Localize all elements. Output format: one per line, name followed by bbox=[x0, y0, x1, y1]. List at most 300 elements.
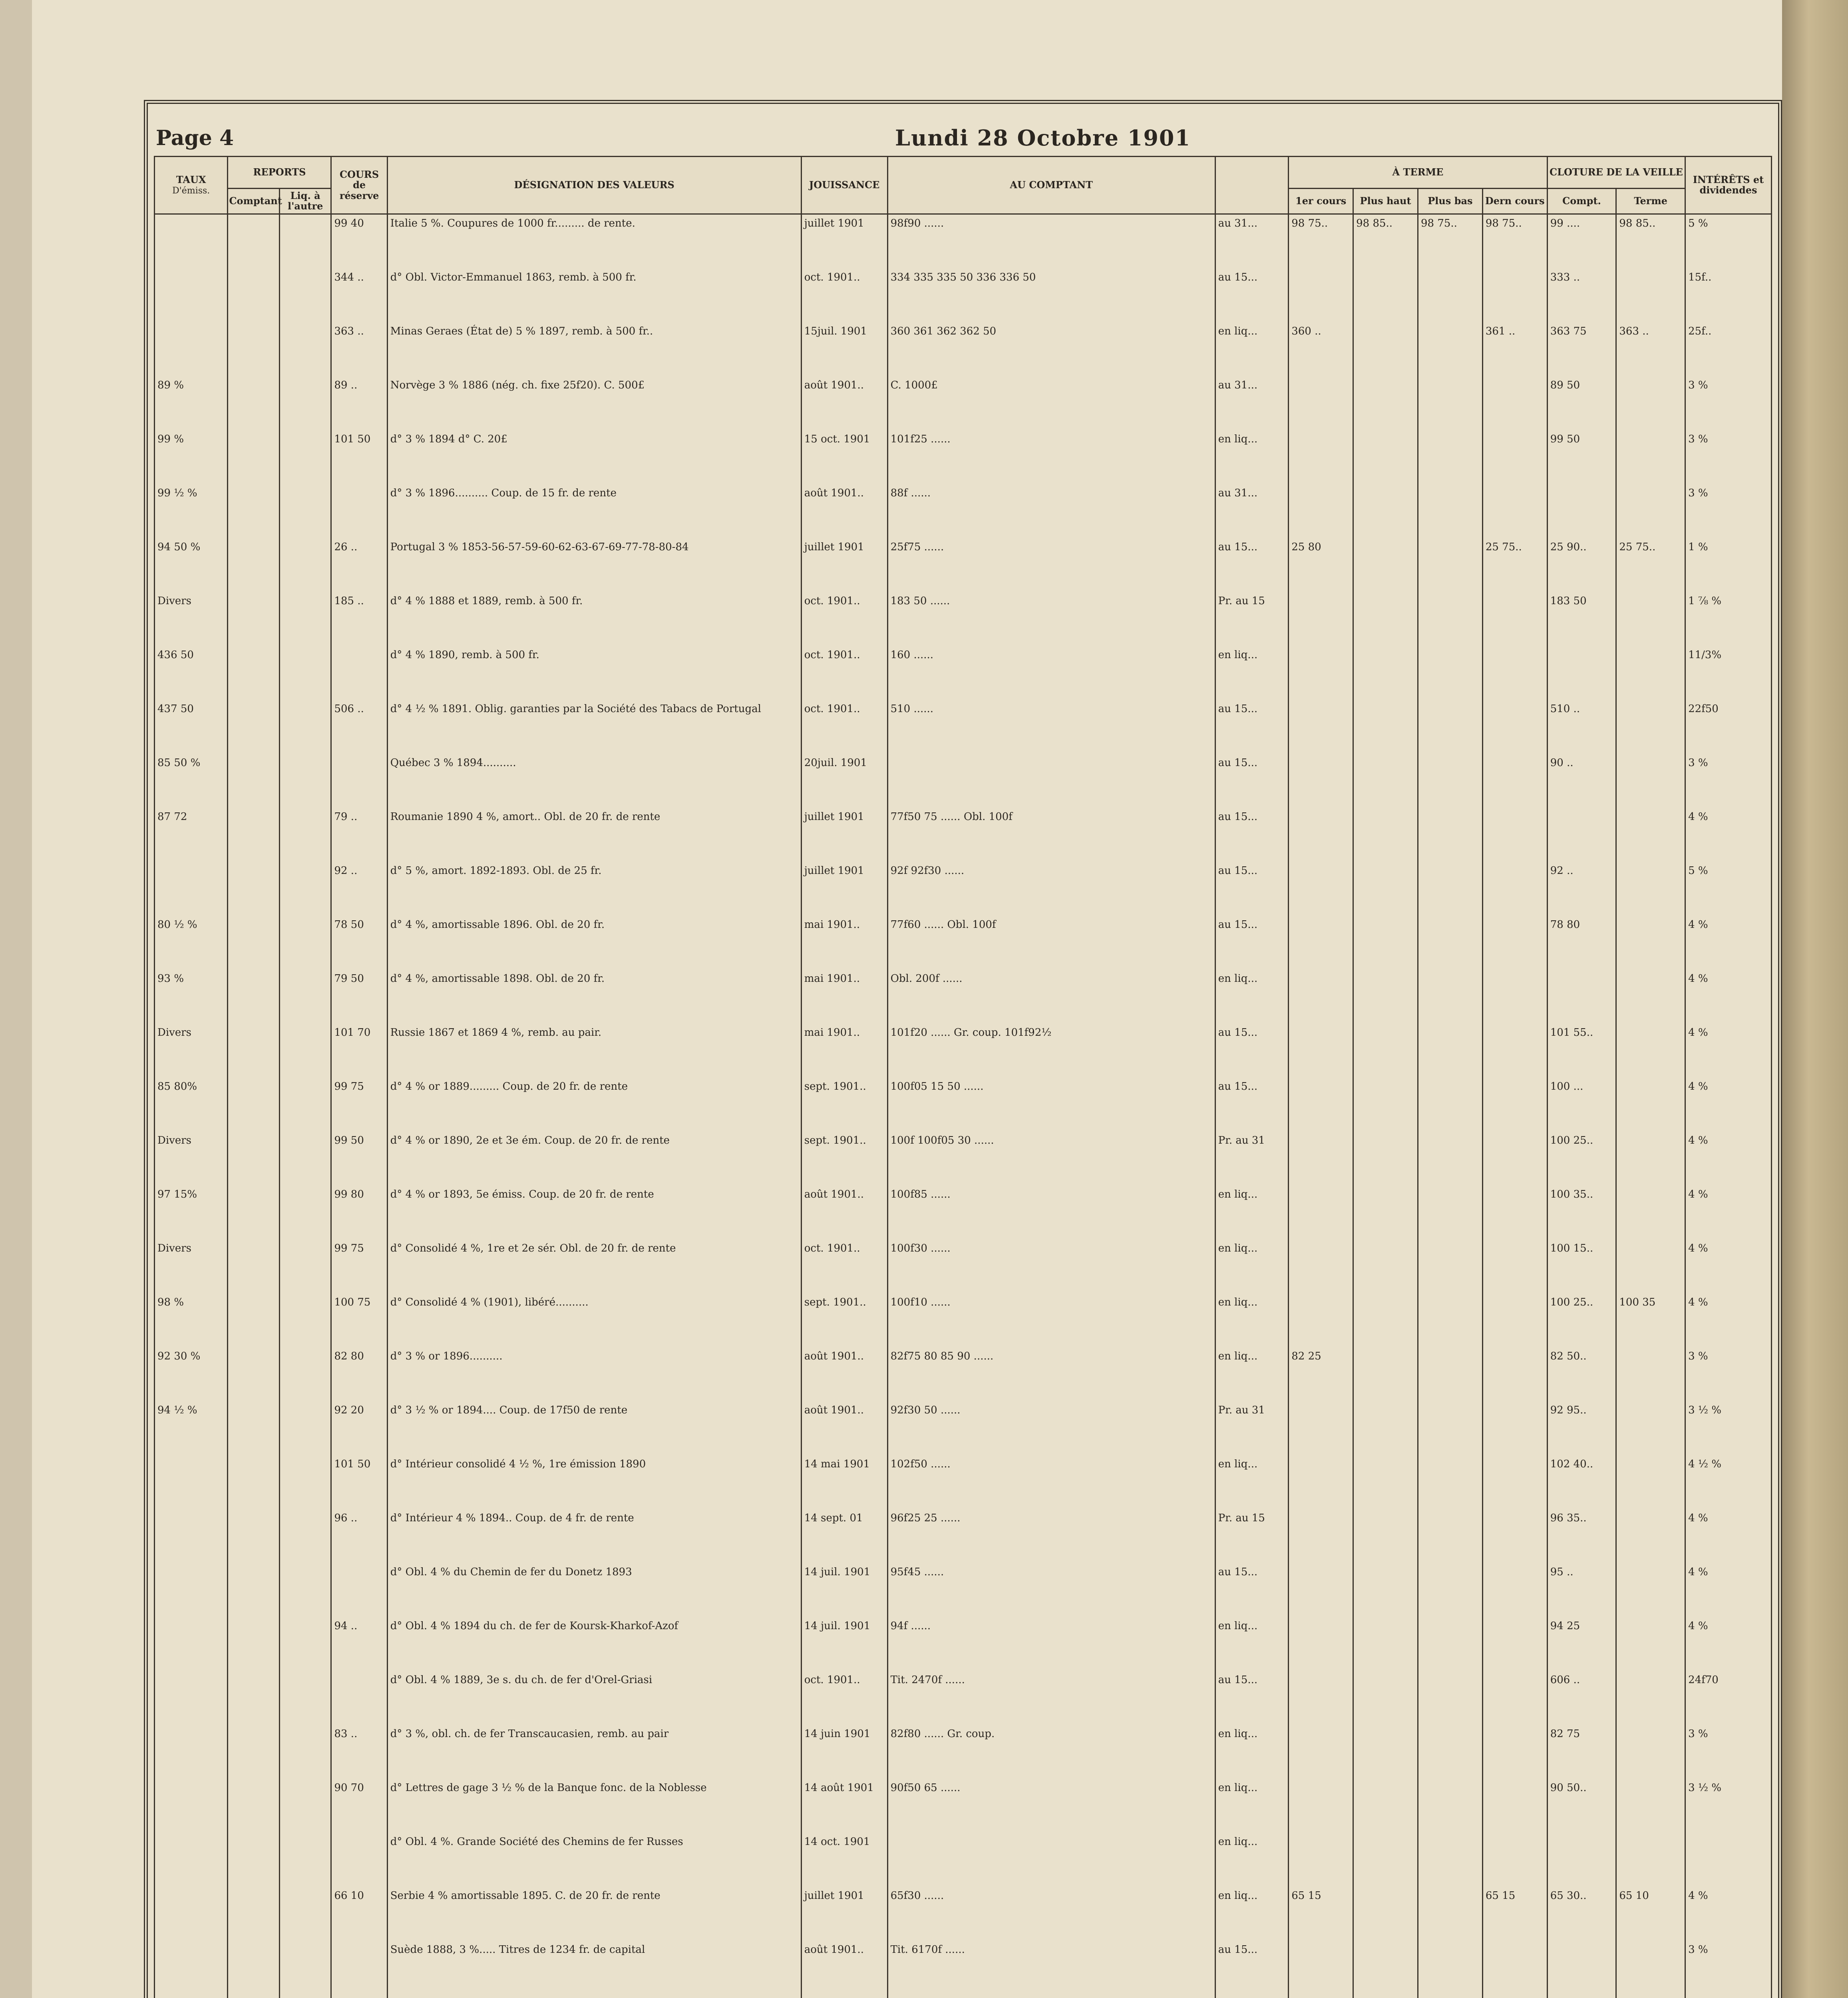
cell-dernier-cours bbox=[1482, 1833, 1547, 1887]
cell-report-liq bbox=[279, 1887, 331, 1941]
cell-report-comptant bbox=[228, 1078, 280, 1132]
cell-report-liq bbox=[279, 484, 331, 538]
cell-cloture-terme bbox=[1616, 1401, 1685, 1455]
table-row bbox=[155, 1401, 1772, 1455]
page-number: Page 4 bbox=[156, 125, 234, 150]
cell-plus-haut bbox=[1353, 808, 1418, 862]
cell-taux: 92 30 % bbox=[155, 1347, 228, 1401]
cell-au-comptant: Tit. 2470f ...... bbox=[887, 1671, 1215, 1725]
cell-jouissance: août 1901.. bbox=[801, 376, 887, 430]
cell-plus-bas bbox=[1418, 430, 1482, 484]
col-plus-haut: Plus haut bbox=[1353, 189, 1418, 214]
cell-interets: 5 % bbox=[1685, 214, 1772, 269]
cell-plus-haut bbox=[1353, 754, 1418, 808]
cell-jouissance: mai 1901.. bbox=[801, 970, 887, 1024]
cell-cloture-terme bbox=[1616, 1617, 1685, 1671]
cell-report-liq bbox=[279, 592, 331, 646]
cell-cloture-terme bbox=[1616, 862, 1685, 916]
cell-taux: 93 % bbox=[155, 970, 228, 1024]
cell-report-comptant bbox=[228, 970, 280, 1024]
cell-dernier-cours bbox=[1482, 1941, 1547, 1995]
cell-taux: 437 50 bbox=[155, 700, 228, 754]
cell-interets: 3 ½ % bbox=[1685, 1779, 1772, 1833]
cell-au-comptant: 82f75 80 85 90 ...... bbox=[887, 1347, 1215, 1401]
cell-cloture-terme bbox=[1616, 916, 1685, 970]
cell-cloture-terme bbox=[1616, 1240, 1685, 1294]
cell-jouissance bbox=[801, 1995, 887, 1998]
cell-jouissance: mai 1901.. bbox=[801, 916, 887, 970]
cell-dernier-cours bbox=[1482, 1563, 1547, 1617]
cell-designation: Québec 3 % 1894.......... bbox=[387, 754, 801, 808]
cell-premier-cours bbox=[1289, 1833, 1353, 1887]
cell-jouissance: 14 août 1901 bbox=[801, 1779, 887, 1833]
cell-report-liq bbox=[279, 214, 331, 269]
cell-cloture-compt: 333 .. bbox=[1547, 269, 1616, 322]
cell-cloture-compt: 100 35.. bbox=[1547, 1186, 1616, 1240]
cell-cours-reserve bbox=[331, 1671, 387, 1725]
cell-dernier-cours bbox=[1482, 1024, 1547, 1078]
cell-report-liq bbox=[279, 1779, 331, 1833]
cell-premier-cours: 360 .. bbox=[1289, 322, 1353, 376]
cell-report-comptant bbox=[228, 1509, 280, 1563]
cell-report-comptant bbox=[228, 808, 280, 862]
cell-cloture-compt: 100 25.. bbox=[1547, 1132, 1616, 1186]
cell-plus-bas bbox=[1418, 1347, 1482, 1401]
table-row bbox=[155, 1509, 1772, 1563]
cell-plus-haut bbox=[1353, 1024, 1418, 1078]
cell-report-comptant bbox=[228, 700, 280, 754]
cell-plus-bas bbox=[1418, 862, 1482, 916]
cell-interets: 4 % bbox=[1685, 1509, 1772, 1563]
cell-premier-cours bbox=[1289, 376, 1353, 430]
cell-designation: Italie 5 %. Coupures de 1000 fr......... de rente. bbox=[387, 214, 801, 269]
cell-dernier-cours bbox=[1482, 700, 1547, 754]
table-row bbox=[155, 646, 1772, 700]
cell-designation: d° Obl. Victor-Emmanuel 1863, remb. à 500 fr. bbox=[387, 269, 801, 322]
cell-plus-bas bbox=[1418, 269, 1482, 322]
cell-report-comptant bbox=[228, 538, 280, 592]
cell-premier-cours bbox=[1289, 970, 1353, 1024]
cell-plus-haut bbox=[1353, 1078, 1418, 1132]
cell-designation: d° 3 ½ % or 1894.... Coup. de 17f50 de rente bbox=[387, 1401, 801, 1455]
cell-jouissance: sept. 1901.. bbox=[801, 1294, 887, 1347]
cell-plus-bas bbox=[1418, 1186, 1482, 1240]
cell-au-comptant: 100f10 ...... bbox=[887, 1294, 1215, 1347]
col-interets: INTÉRÊTS et dividendes bbox=[1685, 157, 1772, 214]
cell-cloture-terme bbox=[1616, 700, 1685, 754]
cell-plus-haut bbox=[1353, 1833, 1418, 1887]
cell-report-comptant bbox=[228, 1347, 280, 1401]
cell-report-liq bbox=[279, 970, 331, 1024]
cell-cloture-compt: 606 .. bbox=[1547, 1671, 1616, 1725]
cell-report-comptant bbox=[228, 322, 280, 376]
cell-terme-type: Pr. au 31 bbox=[1215, 1401, 1288, 1455]
cell-report-comptant bbox=[228, 1833, 280, 1887]
cell-au-comptant: 101f20 ...... Gr. coup. 101f92½ bbox=[887, 1024, 1215, 1078]
cell-report-comptant bbox=[228, 646, 280, 700]
cell-premier-cours bbox=[1289, 1941, 1353, 1995]
cell-report-comptant bbox=[228, 1887, 280, 1941]
cell-dernier-cours bbox=[1482, 916, 1547, 970]
cell-cloture-terme bbox=[1616, 592, 1685, 646]
cell-jouissance: août 1901.. bbox=[801, 1941, 887, 1995]
cell-interets: 4 % bbox=[1685, 916, 1772, 970]
cell-report-liq bbox=[279, 1024, 331, 1078]
cell-interets: 4 % bbox=[1685, 1132, 1772, 1186]
cell-taux: 85 50 % bbox=[155, 754, 228, 808]
cell-dernier-cours bbox=[1482, 862, 1547, 916]
cell-cloture-terme bbox=[1616, 1186, 1685, 1240]
cell-jouissance: juillet 1901 bbox=[801, 862, 887, 916]
cell-plus-bas bbox=[1418, 646, 1482, 700]
cell-terme-type: au 31... bbox=[1215, 376, 1288, 430]
cell-taux bbox=[155, 1887, 228, 1941]
col-au-comptant: AU COMPTANT bbox=[887, 157, 1215, 214]
cell-premier-cours: 25 80 bbox=[1289, 538, 1353, 592]
cell-premier-cours bbox=[1289, 1294, 1353, 1347]
cell-report-liq bbox=[279, 646, 331, 700]
cell-dernier-cours: 98 75.. bbox=[1482, 214, 1547, 269]
table-row bbox=[155, 1941, 1772, 1995]
cell-plus-bas bbox=[1418, 808, 1482, 862]
cell-dernier-cours bbox=[1482, 754, 1547, 808]
cell-cours-reserve bbox=[331, 1941, 387, 1995]
col-compt: Compt. bbox=[1547, 189, 1616, 214]
cell-interets: 3 % bbox=[1685, 1347, 1772, 1401]
cell-taux: 94 50 % bbox=[155, 538, 228, 592]
cell-dernier-cours bbox=[1482, 269, 1547, 322]
cell-cours-reserve: 92 20 bbox=[331, 1401, 387, 1455]
cell-dernier-cours bbox=[1482, 1347, 1547, 1401]
cell-au-comptant: 96f25 25 ...... bbox=[887, 1509, 1215, 1563]
cell-cours-reserve: 78 50 bbox=[331, 916, 387, 970]
cell-plus-haut bbox=[1353, 1887, 1418, 1941]
cell-report-liq bbox=[279, 1509, 331, 1563]
cell-jouissance: août 1901.. bbox=[801, 484, 887, 538]
cell-report-comptant bbox=[228, 1294, 280, 1347]
cell-cloture-compt bbox=[1547, 484, 1616, 538]
cell-premier-cours bbox=[1289, 1132, 1353, 1186]
cell-terme-type: au 15... bbox=[1215, 1941, 1288, 1995]
cell-designation: Portugal 3 % 1853-56-57-59-60-62-63-67-69-77-78-80-84 bbox=[387, 538, 801, 592]
cell-cloture-terme bbox=[1616, 1563, 1685, 1617]
cell-interets: 3 % bbox=[1685, 754, 1772, 808]
cell-au-comptant: 98f90 ...... bbox=[887, 214, 1215, 269]
cell-designation: d° 4 %, amortissable 1898. Obl. de 20 fr. bbox=[387, 970, 801, 1024]
cell-terme-type: au 15... bbox=[1215, 1563, 1288, 1617]
cell-terme-type: en liq... bbox=[1215, 1779, 1288, 1833]
cell-cloture-terme bbox=[1616, 1941, 1685, 1995]
cell-report-liq bbox=[279, 1186, 331, 1240]
cell-au-comptant bbox=[887, 1833, 1215, 1887]
cell-jouissance: 14 sept. 01 bbox=[801, 1509, 887, 1563]
table-row bbox=[155, 1024, 1772, 1078]
cell-cours-reserve: 100 75 bbox=[331, 1294, 387, 1347]
col-liq bbox=[1215, 157, 1288, 214]
cell-premier-cours bbox=[1289, 916, 1353, 970]
cell-plus-bas bbox=[1418, 322, 1482, 376]
cell-report-liq bbox=[279, 1455, 331, 1509]
cell-cloture-terme bbox=[1616, 1725, 1685, 1779]
table-row bbox=[155, 376, 1772, 430]
cell-taux: 80 ½ % bbox=[155, 916, 228, 970]
cell-interets: 15f.. bbox=[1685, 269, 1772, 322]
cell-cloture-compt: 100 25.. bbox=[1547, 1294, 1616, 1347]
table-row bbox=[155, 862, 1772, 916]
cell-report-comptant bbox=[228, 1455, 280, 1509]
cell-au-comptant: 160 ...... bbox=[887, 646, 1215, 700]
cell-cloture-terme bbox=[1616, 1455, 1685, 1509]
cell-plus-bas bbox=[1418, 1455, 1482, 1509]
cell-report-liq bbox=[279, 700, 331, 754]
table-row bbox=[155, 1078, 1772, 1132]
cell-interets: 3 % bbox=[1685, 1725, 1772, 1779]
cell-terme-type: Pr. au 31 bbox=[1215, 1132, 1288, 1186]
cell-plus-bas bbox=[1418, 1240, 1482, 1294]
cell-report-liq bbox=[279, 1671, 331, 1725]
cell-taux bbox=[155, 1563, 228, 1617]
cell-designation: d° Consolidé 4 %, 1re et 2e sér. Obl. de 20 fr. de rente bbox=[387, 1240, 801, 1294]
cell-dernier-cours bbox=[1482, 1455, 1547, 1509]
cell-terme-type: en liq... bbox=[1215, 1455, 1288, 1509]
cell-designation: d° Obl. 4 % 1889, 3e s. du ch. de fer d'Orel-Griasi bbox=[387, 1671, 801, 1725]
cell-cours-reserve: 99 50 bbox=[331, 1132, 387, 1186]
cell-interets: 25f.. bbox=[1685, 322, 1772, 376]
cell-jouissance: juillet 1901 bbox=[801, 214, 887, 269]
cell-plus-bas bbox=[1418, 1941, 1482, 1995]
cell-terme-type: au 31... bbox=[1215, 484, 1288, 538]
cell-interets: 4 % bbox=[1685, 1563, 1772, 1617]
cell-plus-haut bbox=[1353, 1240, 1418, 1294]
cell-jouissance: juillet 1901 bbox=[801, 1887, 887, 1941]
cell-report-comptant bbox=[228, 1186, 280, 1240]
cell-plus-haut bbox=[1353, 1563, 1418, 1617]
cell-premier-cours bbox=[1289, 1024, 1353, 1078]
table-row bbox=[155, 970, 1772, 1024]
cell-taux: 89 % bbox=[155, 376, 228, 430]
cell-terme-type: au 15... bbox=[1215, 754, 1288, 808]
cell-report-liq bbox=[279, 1347, 331, 1401]
cell-interets: 4 % bbox=[1685, 1024, 1772, 1078]
cell-report-comptant bbox=[228, 484, 280, 538]
cell-premier-cours bbox=[1289, 1563, 1353, 1617]
cell-plus-bas bbox=[1418, 1132, 1482, 1186]
cell-premier-cours bbox=[1289, 269, 1353, 322]
cell-report-liq bbox=[279, 322, 331, 376]
cell-premier-cours bbox=[1289, 430, 1353, 484]
cell-cloture-terme bbox=[1616, 754, 1685, 808]
cell-report-liq bbox=[279, 538, 331, 592]
cell-interets: 4 % bbox=[1685, 1887, 1772, 1941]
cell-report-liq bbox=[279, 1617, 331, 1671]
cell-taux: Divers bbox=[155, 1024, 228, 1078]
cell-cours-reserve: 506 .. bbox=[331, 700, 387, 754]
cell-premier-cours bbox=[1289, 862, 1353, 916]
table-row bbox=[155, 1240, 1772, 1294]
cell-au-comptant: Obl. 200f ...... bbox=[887, 970, 1215, 1024]
cell-cloture-terme bbox=[1616, 1833, 1685, 1887]
cell-interets: 3 ½ % bbox=[1685, 1401, 1772, 1455]
cell-jouissance: juillet 1901 bbox=[801, 538, 887, 592]
cell-jouissance: juillet 1901 bbox=[801, 808, 887, 862]
cell-taux bbox=[155, 1725, 228, 1779]
cell-cloture-terme bbox=[1616, 970, 1685, 1024]
cell-au-comptant: 94f ...... bbox=[887, 1617, 1215, 1671]
cell-dernier-cours bbox=[1482, 1995, 1547, 1998]
cell-jouissance: oct. 1901.. bbox=[801, 1240, 887, 1294]
cell-cloture-compt: 510 .. bbox=[1547, 700, 1616, 754]
cell-designation: d° 4 % or 1889......... Coup. de 20 fr. de rente bbox=[387, 1078, 801, 1132]
cell-dernier-cours bbox=[1482, 1078, 1547, 1132]
cell-premier-cours bbox=[1289, 592, 1353, 646]
cell-report-comptant bbox=[228, 269, 280, 322]
cell-cloture-compt bbox=[1547, 646, 1616, 700]
col-plus-bas: Plus bas bbox=[1418, 189, 1482, 214]
cell-interets: 5 % bbox=[1685, 862, 1772, 916]
cell-cours-reserve bbox=[331, 484, 387, 538]
cell-cloture-compt bbox=[1547, 970, 1616, 1024]
cell-terme-type: en liq... bbox=[1215, 1887, 1288, 1941]
cell-jouissance: oct. 1901.. bbox=[801, 269, 887, 322]
cell-cours-reserve: 363 .. bbox=[331, 322, 387, 376]
cell-interets: 4 % bbox=[1685, 1078, 1772, 1132]
cell-report-comptant bbox=[228, 214, 280, 269]
table-row bbox=[155, 592, 1772, 646]
cell-interets bbox=[1685, 1833, 1772, 1887]
cell-cours-reserve: 185 .. bbox=[331, 592, 387, 646]
cell-report-liq bbox=[279, 376, 331, 430]
cell-cours-reserve: 96 .. bbox=[331, 1509, 387, 1563]
cell-report-liq bbox=[279, 1995, 331, 1998]
cell-cours-reserve: 26 .. bbox=[331, 538, 387, 592]
cell-cloture-compt: 94 25 bbox=[1547, 1617, 1616, 1671]
cell-premier-cours bbox=[1289, 1995, 1353, 1998]
cell-cours-reserve: 99 75 bbox=[331, 1078, 387, 1132]
cell-plus-haut bbox=[1353, 646, 1418, 700]
table-row bbox=[155, 1887, 1772, 1941]
cell-designation: Suède 1888, 3 %..... Titres de 1234 fr. de capital bbox=[387, 1941, 801, 1995]
cell-cours-reserve: 99 40 bbox=[331, 214, 387, 269]
cell-taux: 85 80% bbox=[155, 1078, 228, 1132]
cell-plus-haut bbox=[1353, 484, 1418, 538]
cell-au-comptant: 95f45 ...... bbox=[887, 1563, 1215, 1617]
cell-plus-haut bbox=[1353, 700, 1418, 754]
cell-report-comptant bbox=[228, 1671, 280, 1725]
cell-jouissance: 14 mai 1901 bbox=[801, 1455, 887, 1509]
cell-terme-type: au 15... bbox=[1215, 1078, 1288, 1132]
cell-dernier-cours bbox=[1482, 1779, 1547, 1833]
cell-report-comptant bbox=[228, 1563, 280, 1617]
cell-cloture-terme bbox=[1616, 269, 1685, 322]
cell-designation: d° Intérieur 4 % 1894.. Coup. de 4 fr. de rente bbox=[387, 1509, 801, 1563]
cell-cours-reserve: 92 .. bbox=[331, 862, 387, 916]
cell-premier-cours bbox=[1289, 1401, 1353, 1455]
cell-premier-cours: 82 25 bbox=[1289, 1347, 1353, 1401]
cell-report-comptant bbox=[228, 754, 280, 808]
cell-dernier-cours: 65 15 bbox=[1482, 1887, 1547, 1941]
cell-plus-haut bbox=[1353, 1132, 1418, 1186]
cell-interets: 4 % bbox=[1685, 1294, 1772, 1347]
cell-taux bbox=[155, 269, 228, 322]
cell-taux bbox=[155, 1617, 228, 1671]
cell-report-liq bbox=[279, 1132, 331, 1186]
cell-cours-reserve: 101 50 bbox=[331, 1455, 387, 1509]
cell-report-liq bbox=[279, 1294, 331, 1347]
cell-dernier-cours bbox=[1482, 1725, 1547, 1779]
cell-cloture-terme bbox=[1616, 430, 1685, 484]
cell-terme-type: en liq... bbox=[1215, 1617, 1288, 1671]
table-row bbox=[155, 269, 1772, 322]
cell-jouissance: 15 oct. 1901 bbox=[801, 430, 887, 484]
cell-designation: d° 3 % 1896.......... Coup. de 15 fr. de rente bbox=[387, 484, 801, 538]
cell-designation: d° 3 % 1894 d° C. 20£ bbox=[387, 430, 801, 484]
cell-cloture-compt: 99 .... bbox=[1547, 214, 1616, 269]
cell-report-liq bbox=[279, 1401, 331, 1455]
cell-cloture-compt: 78 80 bbox=[1547, 916, 1616, 970]
col-taux: TAUX D'émiss. bbox=[155, 157, 228, 214]
cell-plus-bas bbox=[1418, 1078, 1482, 1132]
cell-plus-haut bbox=[1353, 1186, 1418, 1240]
cell-interets: 3 % bbox=[1685, 484, 1772, 538]
cell-au-comptant: 100f05 15 50 ...... bbox=[887, 1078, 1215, 1132]
cell-report-comptant bbox=[228, 376, 280, 430]
cell-interets: 4 % bbox=[1685, 808, 1772, 862]
cell-terme-type: au 15... bbox=[1215, 269, 1288, 322]
col-terme: Terme bbox=[1616, 189, 1685, 214]
cell-dernier-cours bbox=[1482, 1617, 1547, 1671]
cell-interets: 3 % bbox=[1685, 430, 1772, 484]
cell-plus-bas: 98 75.. bbox=[1418, 214, 1482, 269]
cell-premier-cours bbox=[1289, 646, 1353, 700]
table-row bbox=[155, 322, 1772, 376]
cell-report-liq bbox=[279, 1078, 331, 1132]
cell-jouissance: oct. 1901.. bbox=[801, 1671, 887, 1725]
cell-interets: 4 % bbox=[1685, 970, 1772, 1024]
cell-report-comptant bbox=[228, 1024, 280, 1078]
cell-cours-reserve: 101 70 bbox=[331, 1024, 387, 1078]
table-row bbox=[155, 1617, 1772, 1671]
col-cloture: CLOTURE DE LA VEILLE bbox=[1547, 157, 1685, 189]
cell-jouissance: oct. 1901.. bbox=[801, 592, 887, 646]
cell-premier-cours bbox=[1289, 754, 1353, 808]
table-row bbox=[155, 1671, 1772, 1725]
cell-dernier-cours bbox=[1482, 1240, 1547, 1294]
cell-cloture-terme bbox=[1616, 1078, 1685, 1132]
cell-cloture-compt: 100 ... bbox=[1547, 1078, 1616, 1132]
cell-report-liq bbox=[279, 1240, 331, 1294]
cell-jouissance: 20juil. 1901 bbox=[801, 754, 887, 808]
table-row bbox=[155, 1347, 1772, 1401]
cell-jouissance: 14 juin 1901 bbox=[801, 1725, 887, 1779]
cell-plus-bas bbox=[1418, 1995, 1482, 1998]
cell-taux bbox=[155, 1779, 228, 1833]
cell-taux bbox=[155, 1995, 228, 1998]
cell-taux bbox=[155, 1941, 228, 1995]
page-header bbox=[156, 120, 1770, 156]
cell-cloture-terme: 25 75.. bbox=[1616, 538, 1685, 592]
cell-plus-haut bbox=[1353, 1294, 1418, 1347]
cell-plus-haut bbox=[1353, 376, 1418, 430]
cell-cloture-compt bbox=[1547, 808, 1616, 862]
cell-plus-bas bbox=[1418, 1725, 1482, 1779]
cell-cloture-terme: 65 10 bbox=[1616, 1887, 1685, 1941]
cell-report-liq bbox=[279, 916, 331, 970]
cell-cloture-compt: 92 95.. bbox=[1547, 1401, 1616, 1455]
cell-report-liq bbox=[279, 1941, 331, 1995]
cell-plus-haut bbox=[1353, 269, 1418, 322]
cell-report-comptant bbox=[228, 1240, 280, 1294]
cell-designation: d° 5 %, amort. 1892-1893. Obl. de 25 fr. bbox=[387, 862, 801, 916]
